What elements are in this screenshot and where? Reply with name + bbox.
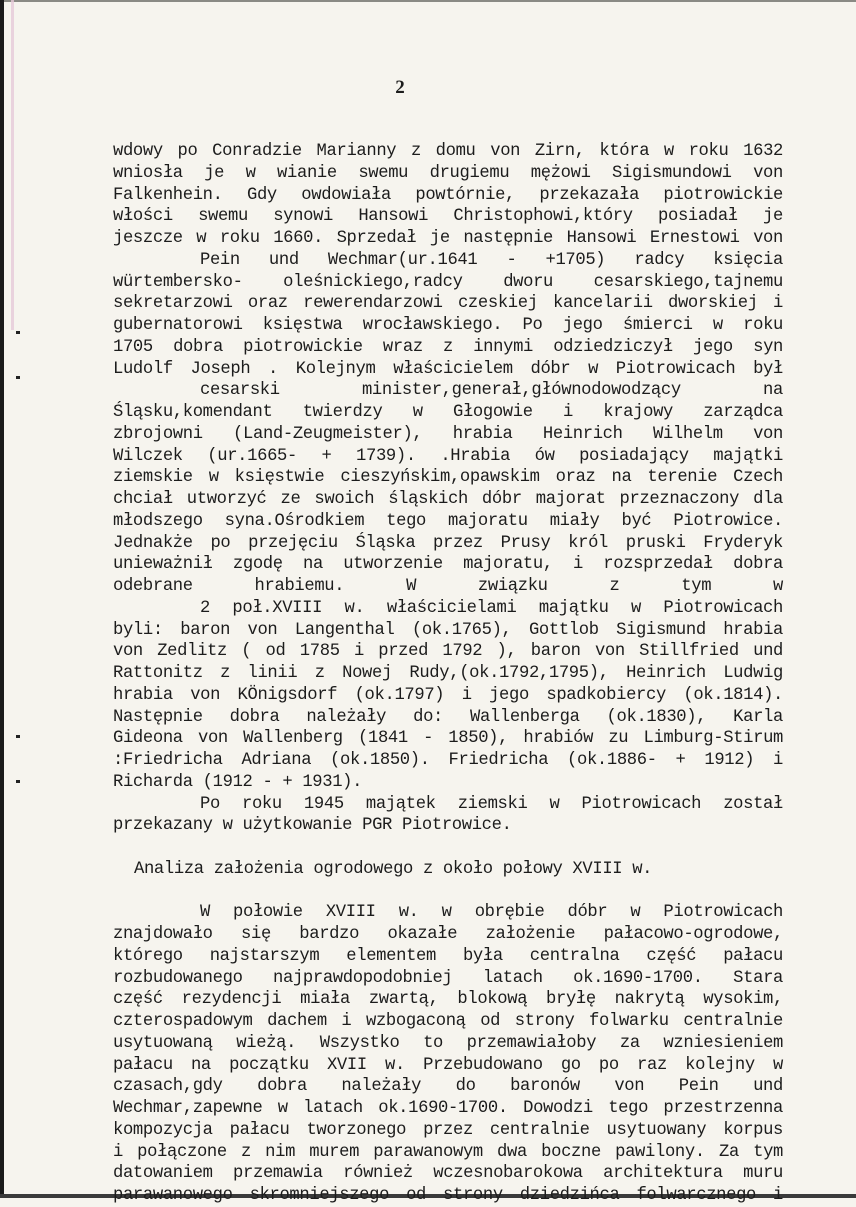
text-line: kompozycja pałacu tworzonego przez centralnie usytuowany korpus bbox=[113, 1120, 783, 1140]
document-body bbox=[113, 141, 783, 1207]
paragraph-end-line: Richarda (1912 - + 1931). bbox=[113, 772, 363, 792]
scan-top-edge bbox=[0, 0, 856, 2]
text-line: datowaniem przemawia również wczesnobarokowa architektura muru bbox=[113, 1164, 783, 1184]
text-line: zbrojowni (Land-Zeugmeister), hrabia Heinrich Wilhelm von bbox=[113, 424, 783, 444]
text-line: i połączone z nim murem parawanowym dwa boczne pawilony. Za tym bbox=[113, 1142, 783, 1162]
text-line: część rezydencji miała zwartą, blokową bryłę nakrytą wysokim, bbox=[113, 990, 783, 1010]
text-line: rozbudowanego najprawdopodobniej latach ok.1690-1700. Stara bbox=[113, 968, 783, 988]
text-line: würtembersko- oleśnickiego,radcy dworu cesarskiego,tajnemu bbox=[113, 272, 783, 292]
scan-margin-line bbox=[11, 0, 14, 330]
text-line: Falkenhein. Gdy owdowiała powtórnie, przekazała piotrowickie bbox=[113, 185, 783, 205]
text-line: włości swemu synowi Hansowi Christophowi,który posiadał je bbox=[113, 207, 783, 227]
text-line: czasach,gdy dobra należały do baronów von Pein und bbox=[113, 1077, 783, 1097]
text-line: Gideona von Wallenberg (1841 - 1850), hrabiów zu Limburg-Stirum bbox=[113, 729, 783, 749]
text-line: Rattonitz z linii z Nowej Rudy,(ok.1792,1795), Heinrich Ludwig bbox=[113, 664, 783, 683]
section-heading: Analiza założenia ogrodowego z około połowy XVIII w. bbox=[134, 859, 653, 879]
scan-speck bbox=[16, 780, 20, 783]
scan-speck bbox=[16, 331, 20, 334]
text-line: wniosła je w wianie swemu drugiemu mężowi Sigismundowi von bbox=[113, 163, 783, 183]
text-line: odebrane hrabiemu. W związku z tym w bbox=[113, 577, 783, 596]
blank-line bbox=[113, 881, 783, 903]
text-line: Ludolf Joseph . Kolejnym właścicielem dóbr w Piotrowicach był bbox=[113, 359, 783, 379]
scan-left-edge bbox=[0, 0, 4, 1198]
text-line: :Friedricha Adriana (ok.1850). Friedricha (ok.1886- + 1912) i bbox=[113, 751, 783, 770]
paragraph-end-line: przekazany w użytkowanie PGR Piotrowice. bbox=[113, 816, 512, 836]
text-line: Wilczek (ur.1665- + 1739). .Hrabia ów posiadający majątki bbox=[113, 446, 783, 466]
paragraph-start-line: Pein und Wechmar(ur.1641 - +1705) radcy księcia bbox=[200, 250, 783, 270]
paragraph-start-line: W połowie XVIII w. w obrębie dóbr w Piotrowicach bbox=[200, 903, 783, 923]
text-line: chciał utworzyć ze swoich śląskich dóbr majorat przeznaczony dla bbox=[113, 490, 783, 509]
text-line: unieważnił zgodę na utworzenie majoratu, i rozsprzedał dobra bbox=[113, 555, 783, 575]
text-line: czterospadowym dachem i wzbogaconą od strony folwarku centralnie bbox=[113, 1012, 783, 1031]
text-line: pałacu na początku XVII w. Przebudowano go po raz kolejny w bbox=[113, 1055, 783, 1075]
text-line: wdowy po Conradzie Marianny z domu von Zirn, która w roku 1632 bbox=[113, 142, 783, 161]
text-line: hrabia von KÖnigsdorf (ok.1797) i jego spadkobiercy (ok.1814). bbox=[113, 685, 783, 705]
page-number: 2 bbox=[395, 77, 405, 98]
text-line: gubernatorowi księstwa wrocławskiego. Po jego śmierci w roku bbox=[113, 316, 783, 335]
text-line: sekretarzowi oraz rewerendarzowi czeskiej kancelarii dworskiej i bbox=[113, 294, 783, 314]
text-line: byli: baron von Langenthal (ok.1765), Gottlob Sigismund hrabia bbox=[113, 620, 783, 640]
text-line: 1705 dobra piotrowickie wraz z innymi odziedziczył jego syn bbox=[113, 337, 783, 357]
text-line: Jednakże po przejęciu Śląska przez Prusy król pruski Fryderyk bbox=[113, 533, 783, 553]
text-line: młodszego syna.Ośrodkiem tego majoratu miały być Piotrowice. bbox=[113, 511, 783, 531]
paragraph-start-line: Po roku 1945 majątek ziemski w Piotrowicach został bbox=[200, 794, 783, 814]
text-line: ziemskie w księstwie cieszyńskim,opawskim oraz na terenie Czech bbox=[113, 468, 783, 488]
paragraph-start-line: 2 poł.XVIII w. właścicielami majątku w Piotrowicach bbox=[200, 598, 783, 618]
blank-line bbox=[113, 837, 783, 859]
text-line: Wechmar,zapewne w latach ok.1690-1700. Dowodzi tego przestrzenna bbox=[113, 1099, 783, 1118]
paragraph-start-line: cesarski minister,generał,głównodowodzący na bbox=[200, 381, 783, 401]
text-line: von Zedlitz ( od 1785 i przed 1792 ), baron von Stillfried und bbox=[113, 642, 783, 662]
text-line: jeszcze w roku 1660. Sprzedał je następnie Hansowi Ernestowi von bbox=[113, 229, 783, 248]
text-line: Śląsku,komendant twierdzy w Głogowie i krajowy zarządca bbox=[113, 403, 783, 422]
text-line: parawanowego skromniejszego od strony dziedzińca folwarcznego i bbox=[113, 1186, 783, 1205]
text-line: którego najstarszym elementem była centralna część pałacu bbox=[113, 946, 783, 966]
text-line: Następnie dobra należały do: Wallenberga (ok.1830), Karla bbox=[113, 707, 783, 727]
scan-speck bbox=[16, 735, 20, 738]
text-line: usytuowaną wieżą. Wszystko to przemawiałoby za wzniesieniem bbox=[113, 1033, 783, 1053]
scan-speck bbox=[16, 376, 20, 379]
text-line: znajdowało się bardzo okazałe założenie pałacowo-ogrodowe, bbox=[113, 925, 783, 944]
